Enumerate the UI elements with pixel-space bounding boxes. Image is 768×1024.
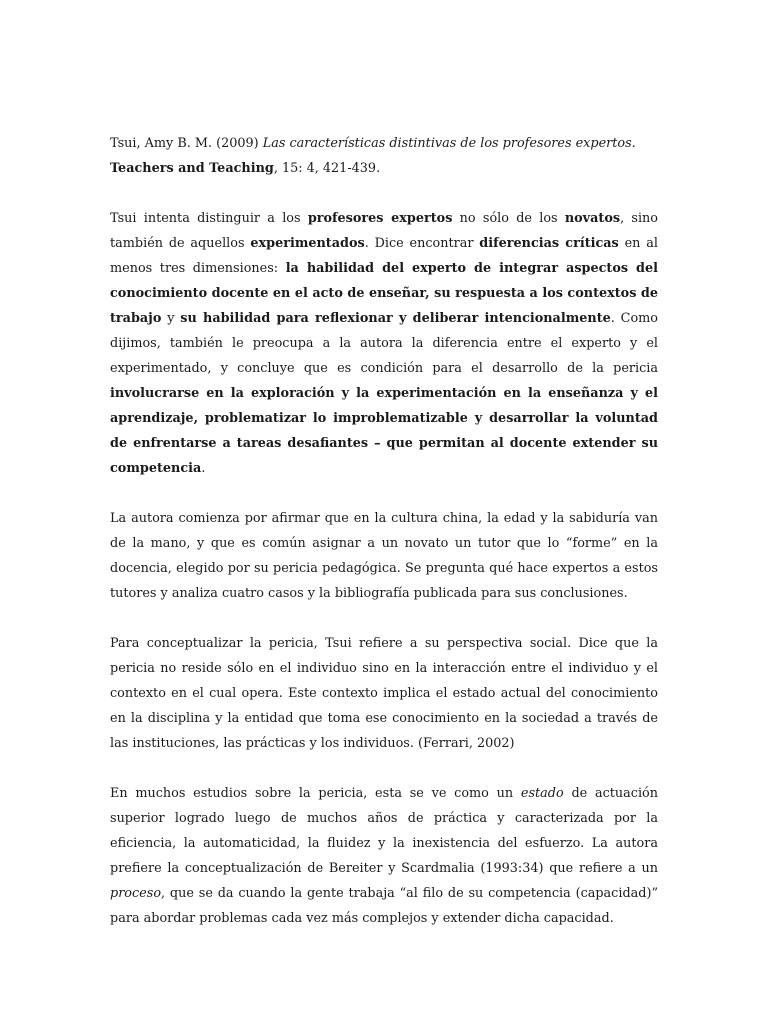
text-span: . Dice encontrar xyxy=(364,236,480,251)
italic-span: estado xyxy=(520,786,564,801)
bold-span: profesores expertos xyxy=(307,211,453,226)
citation xyxy=(110,131,658,181)
text-span: Tsui intenta distinguir a los xyxy=(110,211,308,226)
citation-journal: Teachers and Teaching xyxy=(110,161,274,176)
bold-span: novatos xyxy=(564,211,621,226)
text-span: , sino también de aquellos xyxy=(110,211,658,251)
paragraph-3: Para conceptualizar la pericia, Tsui refiere a su perspectiva social. Dice que la pericia no reside sólo en el individuo sino en la interacción entre el individuo y el contexto en el cual opera. Este contexto implica el estado actual del conocimiento en la disciplina y la entidad que toma ese conocimiento en la sociedad a través de las instituciones, las prácticas y los individuos. (Ferrari, 2002) xyxy=(110,636,658,751)
citation-title: Las características distintivas de los profesores expertos. xyxy=(262,136,636,151)
bold-span: involucrarse en la exploración y la experimentación en la enseñanza y el aprendizaje, problematizar lo improblematizable y desarrollar la voluntad de enfrentarse a tareas desafiantes – que permitan al docente extender su competencia xyxy=(110,386,658,476)
text-span: En muchos estudios sobre la pericia, esta se ve como un xyxy=(110,786,521,801)
citation-details: , 15: 4, 421-439. xyxy=(273,161,381,176)
paragraph-1 xyxy=(110,206,658,481)
text-span: , que se da cuando la gente trabaja “al filo de su competencia (capacidad)” para abordar problemas cada vez más complejos y extender dicha capacidad. xyxy=(110,886,658,926)
paragraph-2: La autora comienza por afirmar que en la cultura china, la edad y la sabiduría van de la mano, y que es común asignar a un novato un tutor que lo “forme” en la docencia, elegido por su pericia pedagógica. Se pregunta qué hace expertos a estos tutores y analiza cuatro casos y la bibliografía publicada para sus conclusiones. xyxy=(110,511,658,601)
bold-span: experimentados xyxy=(250,236,365,251)
paragraph-4 xyxy=(110,781,658,931)
text-span: no sólo de los xyxy=(452,211,565,226)
text-span: y xyxy=(161,311,181,326)
citation-author-year: Tsui, Amy B. M. (2009) xyxy=(110,136,263,151)
text-span: . xyxy=(201,461,206,476)
document-page xyxy=(110,131,658,956)
bold-span: su habilidad para reflexionar y deliberar intencionalmente xyxy=(180,311,611,326)
bold-span: la habilidad del experto de integrar aspectos del conocimiento docente en el acto de enseñar, su respuesta a los contextos de trabajo xyxy=(110,261,658,326)
italic-span: proceso xyxy=(110,886,162,901)
bold-span: diferencias críticas xyxy=(479,236,619,251)
text-span: de actuación superior logrado luego de muchos años de práctica y caracterizada por la eficiencia, la automaticidad, la fluidez y la inexistencia del esfuerzo. La autora prefiere la conceptualización de Bereiter y Scardmalia (1993:34) que refiere a un xyxy=(110,786,658,876)
text-span: en al menos tres dimensiones: xyxy=(110,236,658,276)
text-span: . Como dijimos, también le preocupa a la autora la diferencia entre el experto y el experimentado, y concluye que es condición para el desarrollo de la pericia xyxy=(110,311,658,376)
